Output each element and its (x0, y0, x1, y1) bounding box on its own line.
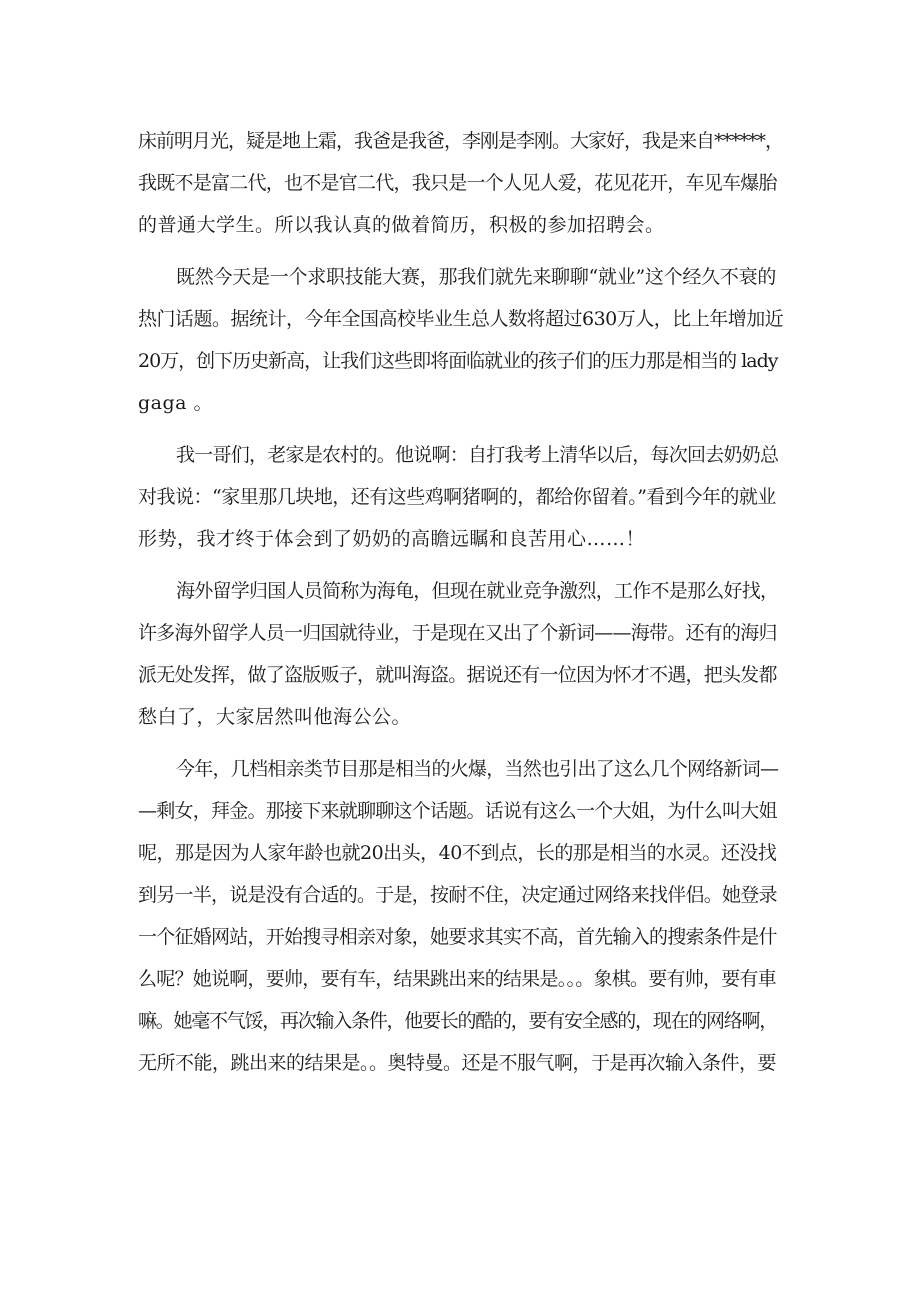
text-line: 海外留学归国人员简称为海龟，但现在就业竞争激烈，工作不是那么好找， (176, 580, 779, 602)
paragraph-4 (138, 570, 783, 738)
paragraph-3 (138, 434, 783, 560)
text-line: 20万，创下历史新高，让我们这些即将面临就业的孩子们的压力那是相当的 lady (138, 350, 778, 372)
text-line: 一个征婚网站，开始搜寻相亲对象，她要求其实不高，首先输入的搜索条件是什 (138, 926, 777, 948)
document-body (138, 120, 783, 1084)
text-line: 我既不是富二代，也不是官二代，我只是一个人见人爱，花见花开，车见车爆胎 (138, 172, 777, 194)
text-line: 今年，几档相亲类节目那是相当的火爆，当然也引出了这么几个网络新词— (176, 758, 779, 780)
paragraph-2 (138, 256, 783, 424)
text-line: 床前明月光，疑是地上霜，我爸是我爸，李刚是李刚。大家好，我是来自******， (138, 130, 784, 152)
text-line: 愁白了，大家居然叫他海公公。 (138, 706, 412, 728)
paragraph-1 (138, 120, 783, 246)
text-line: 的普通大学生。所以我认真的做着简历，积极的参加招聘会。 (138, 214, 665, 236)
text-line: 热门话题。据统计，今年全国高校毕业生总人数将超过630万人，比上年增加近 (138, 308, 784, 330)
text-line: 既然今天是一个求职技能大赛，那我们就先来聊聊“就业”这个经久不衰的 (176, 266, 777, 288)
text-line: 嘛。她毫不气馁，再次输入条件，他要长的酷的，要有安全感的，现在的网络啊， (138, 1010, 778, 1032)
text-line: 许多海外留学人员一归国就待业，于是现在又出了个新词——海带。还有的海归 (138, 622, 777, 644)
text-line: 呢，那是因为人家年龄也就20出头，40不到点，长的那是相当的水灵。还没找 (138, 842, 777, 864)
paragraph-5 (138, 748, 783, 1084)
text-line: 无所不能，跳出来的结果是。。奥特曼。还是不服气啊，于是再次输入条件，要 (138, 1052, 777, 1074)
text-line: 我一哥们，老家是农村的。他说啊：自打我考上清华以后，每次回去奶奶总 (176, 444, 779, 466)
text-line: 派无处发挥，做了盗版贩子，就叫海盗。据说还有一位因为怀才不遇，把头发都 (138, 664, 777, 686)
text-line: —剩女，拜金。那接下来就聊聊这个话题。话说有这么一个大姐，为什么叫大姐 (138, 800, 777, 822)
text-line: 形势，我才终于体会到了奶奶的高瞻远瞩和良苦用心……！ (138, 528, 646, 550)
text-line: gaga 。 (138, 392, 214, 414)
text-line: 对我说：“家里那几块地，还有这些鸡啊猪啊的，都给你留着。”看到今年的就业 (138, 486, 776, 508)
text-line: 到另一半，说是没有合适的。于是，按耐不住，决定通过网络来找伴侣。她登录 (138, 884, 777, 906)
text-line: 么呢？她说啊，要帅，要有车，结果跳出来的结果是。。。象棋。要有帅，要有車 (138, 968, 777, 990)
